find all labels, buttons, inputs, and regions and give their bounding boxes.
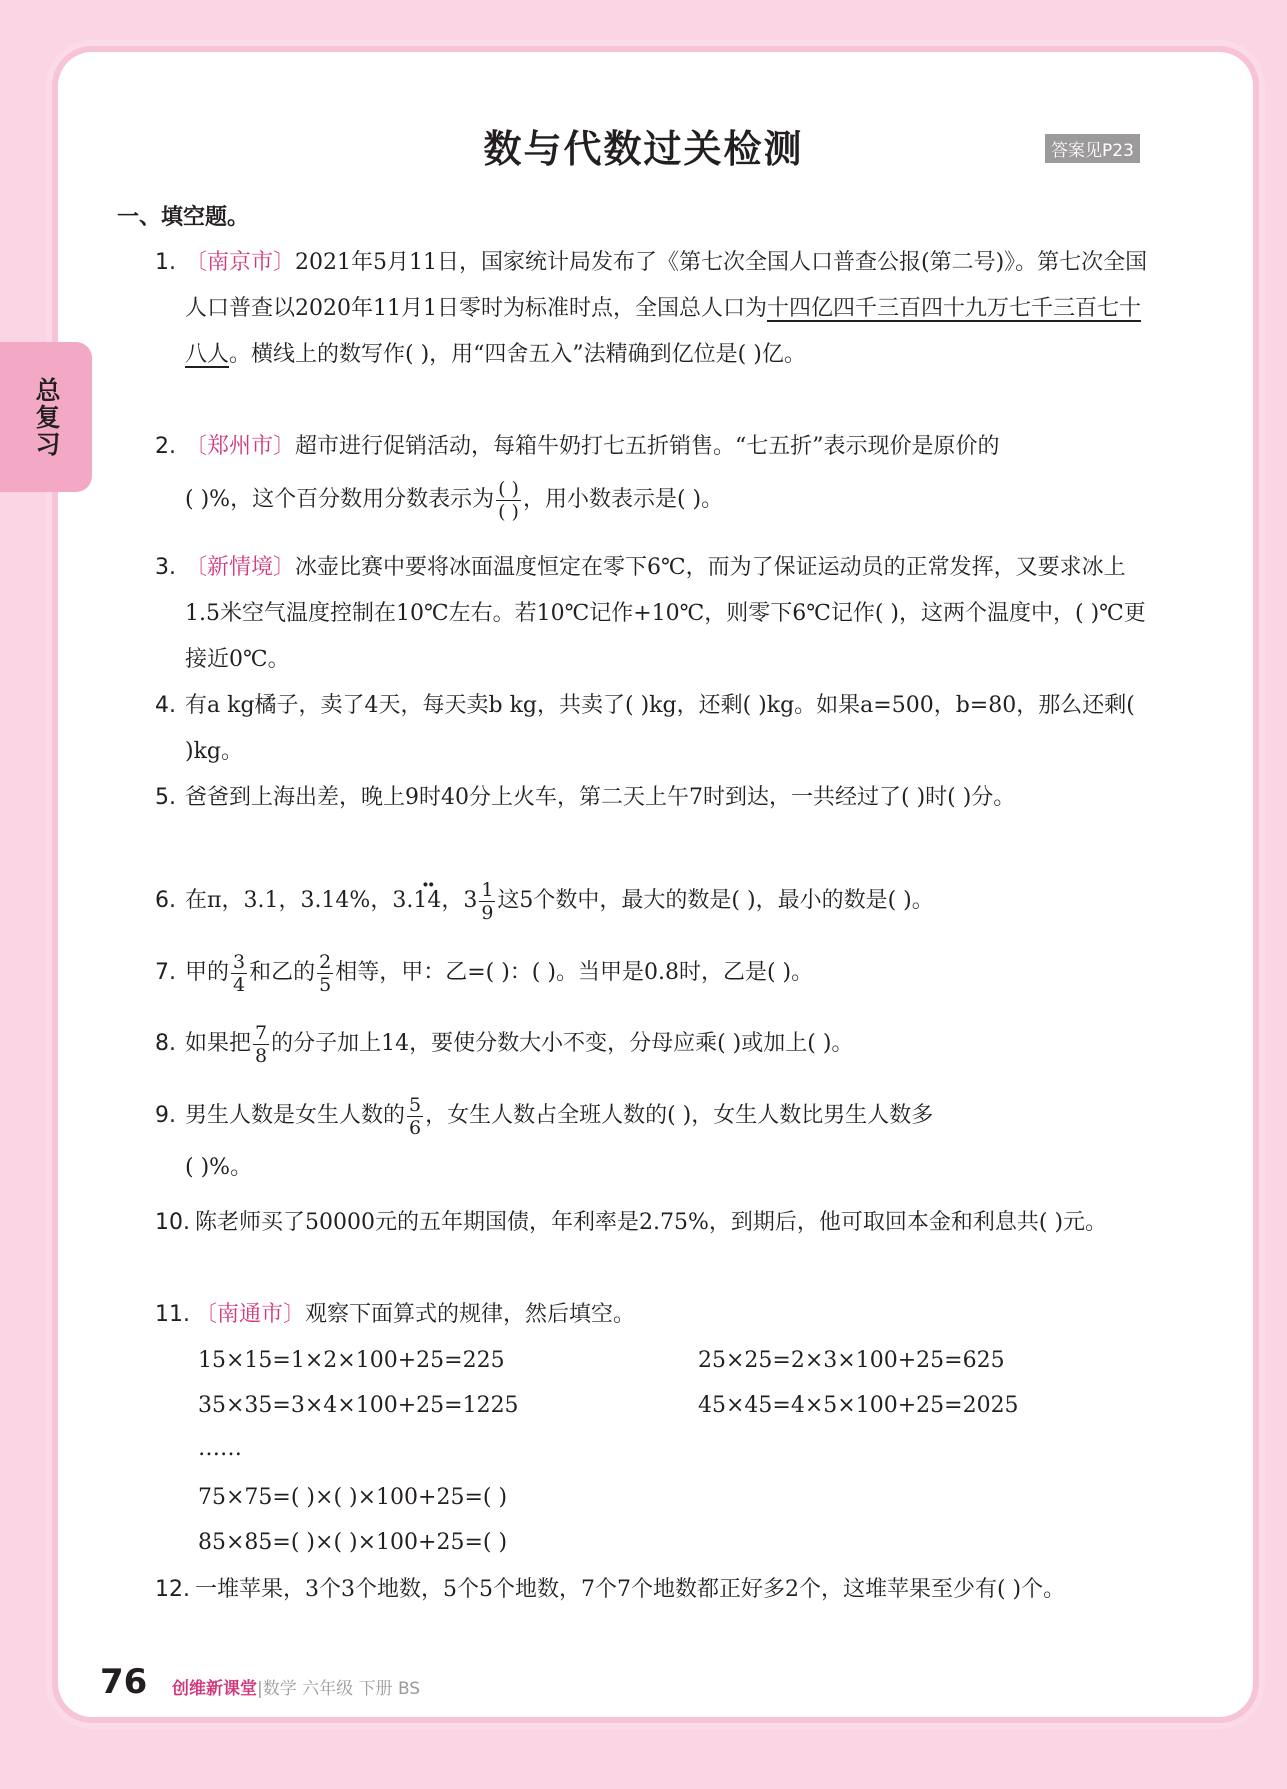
- region-tag: 〔南通市〕: [195, 1302, 306, 1327]
- formula-4: 45×45=4×5×100+25=2025: [698, 1393, 1019, 1418]
- formula-ellipsis: ……: [198, 1436, 242, 1461]
- question-4: 4. 有a kg橘子，卖了4天，每天卖b kg，共卖了( )kg，还剩( )kg。如果a=500，b=80，那么还剩( )kg。: [155, 693, 1135, 764]
- formula-2: 25×25=2×3×100+25=625: [698, 1348, 1005, 1373]
- question-8: 8. 如果把 $\frac{7}{8}$ 的分子加上14，要使分数大小不变，分母应乘( )或加上( )。: [155, 1021, 854, 1067]
- question-2: 2. 〔郑州市〕超市进行促销活动，每箱牛奶打七五折销售。“七五折”表示现价是原价的 ( )%，这个百分数用分数表示为 $\frac{( )}{( )}$ ，用小数表示是( )。: [155, 434, 1000, 523]
- formula-blank-2: 85×85=( )×( )×100+25=( ): [198, 1530, 508, 1555]
- question-9: 9. 男生人数是女生人数的 $\frac{5}{6}$ ，女生人数占全班人数的( )，女生人数比男生人数多 ( )%。: [155, 1093, 934, 1180]
- fraction-blank: $\frac{( )}{( )}$: [498, 477, 519, 523]
- question-1: 1. 〔南京市〕2021年5月11日，国家统计局发布了《第七次全国人口普查公报(第二号)》。第七次全国人口普查以2020年11月1日零时为标准时点，全国总人口为十四亿四千三百四十九万七千三百七十八人。横线上的数写作( )，用“四舍五入”法精确到亿位是( )亿。: [155, 250, 1148, 367]
- formula-blank-1: 75×75=( )×( )×100+25=( ): [198, 1485, 508, 1510]
- fraction: $\frac{2}{5}$: [319, 950, 332, 996]
- region-tag: 〔郑州市〕: [185, 434, 296, 459]
- fraction: $\frac{1}{9}$: [481, 878, 494, 924]
- answer-reference-badge: 答案见P23: [1045, 134, 1140, 163]
- formula-3: 35×35=3×4×100+25=1225: [198, 1393, 519, 1418]
- formula-1: 15×15=1×2×100+25=225: [198, 1348, 505, 1373]
- region-tag: 〔新情境〕: [185, 555, 296, 580]
- page-number: 76: [100, 1662, 148, 1702]
- brand-name: 创维新课堂: [172, 1679, 257, 1699]
- repeating-decimal: ·· 14: [413, 888, 441, 913]
- section-title: 一、填空题。: [117, 205, 250, 230]
- question-12: 12. 一堆苹果，3个3个地数，5个5个地数，7个7个地数都正好多2个，这堆苹果至少有( )个。: [155, 1577, 1066, 1602]
- fraction: $\frac{3}{4}$: [233, 950, 246, 996]
- footer-info: 创维新课堂|数学 六年级 下册 BS: [172, 1679, 421, 1699]
- page-title: 数与代数过关检测: [483, 127, 804, 171]
- underlined-number-text: 十四亿四千三百四十九万七千三百七十八人: [185, 296, 1141, 367]
- question-7: 7. 甲的 $\frac{3}{4}$ 和乙的 $\frac{2}{5}$ 相等，甲：乙=( )：( )。当甲是0.8时，乙是( )。: [155, 950, 814, 996]
- question-10: 10. 陈老师买了50000元的五年期国债，年利率是2.75%，到期后，他可取回本金和利息共( )元。: [155, 1210, 1108, 1235]
- question-5: 5. 爸爸到上海出差，晚上9时40分上火车，第二天上午7时到达，一共经过了( )时( )分。: [155, 785, 1016, 810]
- fraction: $\frac{5}{6}$: [409, 1093, 422, 1139]
- fraction: $\frac{7}{8}$: [255, 1021, 268, 1067]
- question-3: 3. 〔新情境〕冰壶比赛中要将冰面温度恒定在零下6℃，而为了保证运动员的正常发挥，又要求冰上1.5米空气温度控制在10℃左右。若10℃记作+10℃，则零下6℃记作( )，这两个温度中，( )℃更接近0℃。: [155, 555, 1146, 672]
- region-tag: 〔南京市〕: [185, 250, 296, 275]
- question-6: 6. 在π，3.1，3.14%，3.·· 14，3 $\frac{1}{9}$ 这5个数中，最大的数是( )，最小的数是( )。: [155, 878, 1157, 924]
- question-11: 11. 〔南通市〕观察下面算式的规律，然后填空。: [155, 1302, 636, 1327]
- side-tab: 总复习: [0, 342, 92, 492]
